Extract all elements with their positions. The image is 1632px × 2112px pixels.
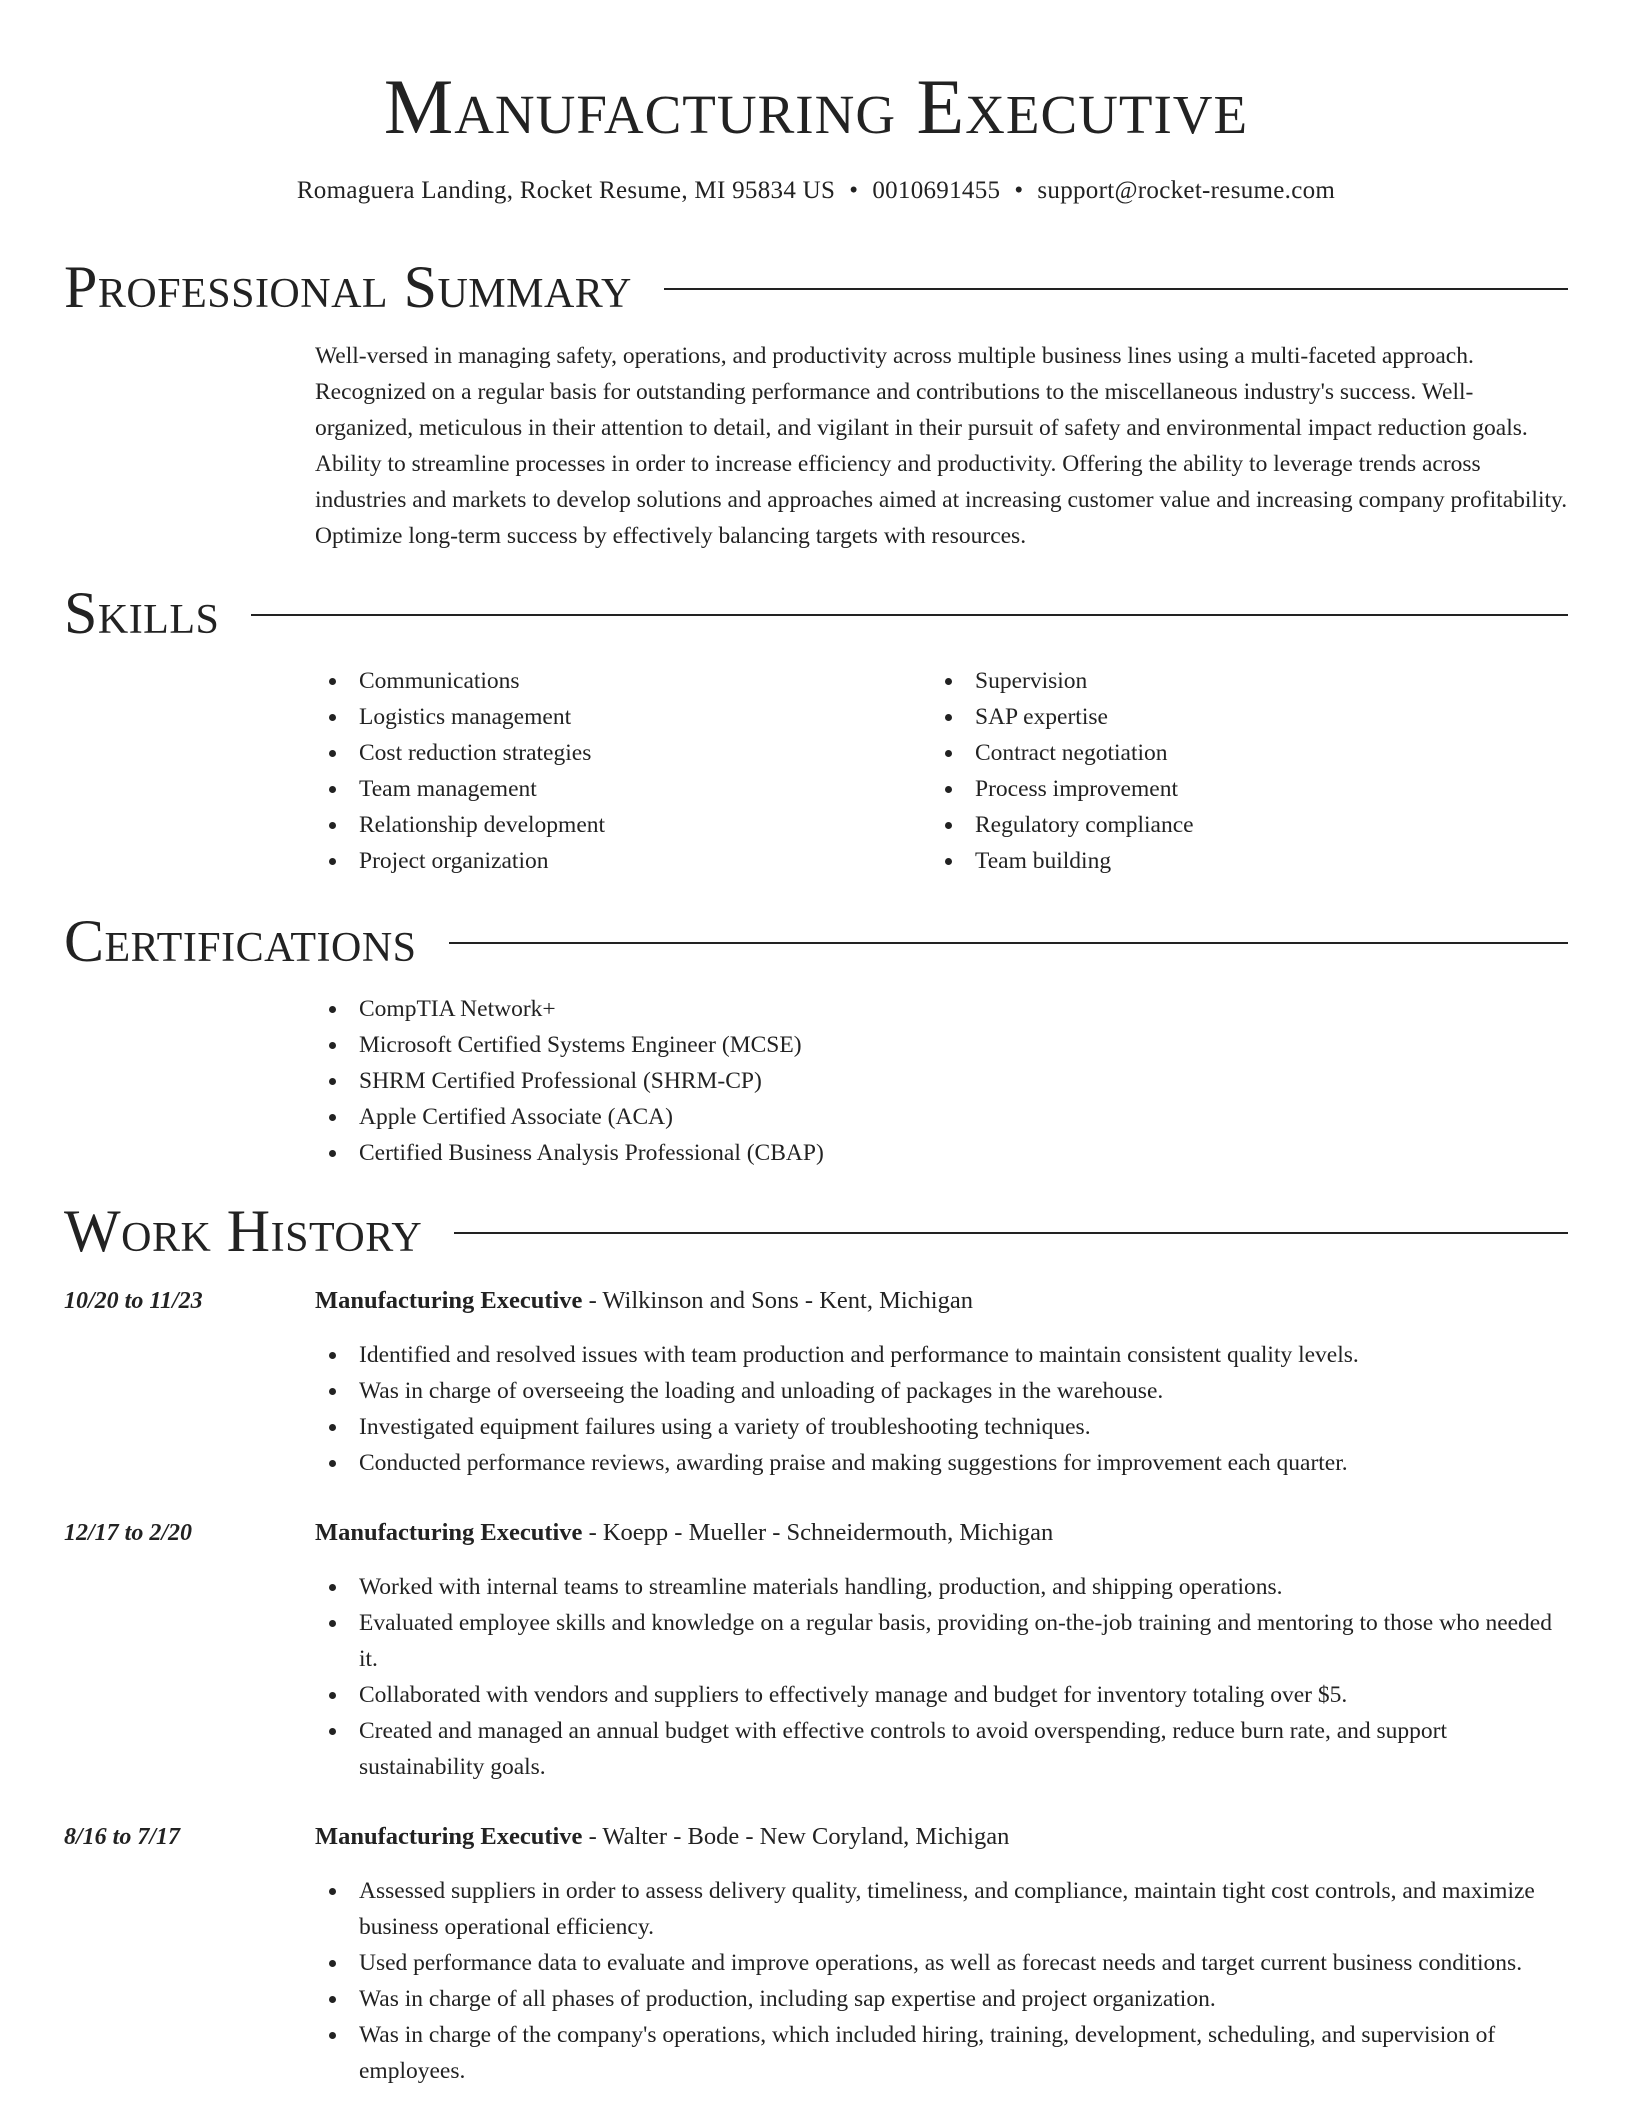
job-bullet: Investigated equipment failures using a variety of troubleshooting techniques. [315, 1409, 1571, 1445]
job-title-line [315, 1283, 973, 1319]
phone: 0010691455 [872, 177, 1001, 204]
certifications-section-header [64, 906, 1568, 976]
skill-item: Regulatory compliance [931, 807, 1531, 843]
skills-list-right [931, 663, 1531, 879]
job-title: Manufacturing Executive [315, 1823, 583, 1850]
skill-item: Supervision [931, 663, 1531, 699]
summary-text: Well-versed in managing safety, operations, and productivity across multiple business lines using a multi-faceted approach. Recognized on a regular basis for outstanding performance and contributions to the miscellaneous industry's success. Well-organized, meticulous in their attention to detail, and vigilant in their pursuit of safety and environmental impact reduction goals. Ability to streamline processes in order to increase efficiency and productivity. Offering the ability to leverage trends across industries and markets to develop solutions and approaches aimed at increasing customer value and increasing company profitability. Optimize long-term success by effectively balancing targets with resources. [315, 343, 1568, 549]
job-employer: - Wilkinson and Sons - Kent, Michigan [582, 1287, 973, 1314]
job-bullet: Was in charge of overseeing the loading and unloading of packages in the warehouse. [315, 1373, 1571, 1409]
job-bullet: Created and managed an annual budget with effective controls to avoid overspending, reduce burn rate, and support sustainability goals. [315, 1713, 1571, 1785]
certifications-heading: Certifications [64, 908, 417, 974]
job-title-line [315, 1819, 1009, 1855]
job-dates: 10/20 to 11/23 [64, 1288, 203, 1314]
contact-separator: • [849, 177, 859, 204]
certifications-list [315, 991, 1571, 1171]
skills-list-left [315, 663, 895, 879]
skill-item: Team building [931, 843, 1531, 879]
candidate-name: Manufacturing Executive [383, 63, 1249, 150]
summary-heading: Professional Summary [64, 254, 632, 320]
address: Romaguera Landing, Rocket Resume, MI 95834 US [296, 177, 836, 204]
skill-item: Process improvement [931, 771, 1531, 807]
skill-item: Logistics management [315, 699, 895, 735]
job-title-line [315, 1515, 1053, 1551]
job-title: Manufacturing Executive [315, 1287, 583, 1314]
contact-line [0, 174, 1632, 208]
job-bullet: Evaluated employee skills and knowledge on a regular basis, providing on-the-job training and mentoring to those who needed it. [315, 1605, 1571, 1677]
contact-separator: • [1014, 177, 1024, 204]
job-bullets [315, 1569, 1571, 1785]
skill-item: Project organization [315, 843, 895, 879]
skill-item: Cost reduction strategies [315, 735, 895, 771]
job-bullet: Identified and resolved issues with team production and performance to maintain consistent quality levels. [315, 1337, 1571, 1373]
email: support@rocket-resume.com [1037, 177, 1336, 204]
job-bullet: Worked with internal teams to streamline materials handling, production, and shipping operations. [315, 1569, 1571, 1605]
section-divider [251, 614, 1568, 616]
section-divider [449, 942, 1568, 944]
job-bullet: Collaborated with vendors and suppliers to effectively manage and budget for inventory totaling over $5. [315, 1677, 1571, 1713]
skills-heading: Skills [64, 580, 220, 646]
certification-item: SHRM Certified Professional (SHRM-CP) [315, 1063, 1571, 1099]
skill-item: Contract negotiation [931, 735, 1531, 771]
certification-item: Microsoft Certified Systems Engineer (MCSE) [315, 1027, 1571, 1063]
summary-section-header [64, 252, 1568, 322]
skills-section-header [64, 578, 1568, 648]
job-bullet: Used performance data to evaluate and improve operations, as well as forecast needs and target current business conditions. [315, 1945, 1571, 1981]
job-bullets [315, 1337, 1571, 1481]
job-bullets [315, 1873, 1571, 2089]
skill-item: Relationship development [315, 807, 895, 843]
job-bullet: Was in charge of all phases of production, including sap expertise and project organization. [315, 1981, 1571, 2017]
certification-item: Apple Certified Associate (ACA) [315, 1099, 1571, 1135]
skill-item: SAP expertise [931, 699, 1531, 735]
section-divider [454, 1232, 1568, 1234]
job-bullet: Was in charge of the company's operations, which included hiring, training, development, scheduling, and supervision of employees. [315, 2017, 1571, 2089]
job-bullet: Conducted performance reviews, awarding praise and making suggestions for improvement each quarter. [315, 1445, 1571, 1481]
work-history-heading: Work History [64, 1198, 423, 1264]
work-history-section-header [64, 1196, 1568, 1266]
job-dates: 12/17 to 2/20 [64, 1520, 193, 1546]
job-employer: - Walter - Bode - New Coryland, Michigan [582, 1823, 1010, 1850]
job-bullet: Assessed suppliers in order to assess delivery quality, timeliness, and compliance, maintain tight cost controls, and maximize business operational efficiency. [315, 1873, 1571, 1945]
certification-item: Certified Business Analysis Professional (CBAP) [315, 1135, 1571, 1171]
job-dates: 8/16 to 7/17 [64, 1824, 181, 1850]
job-employer: - Koepp - Mueller - Schneidermouth, Michigan [582, 1519, 1054, 1546]
certification-item: CompTIA Network+ [315, 991, 1571, 1027]
skill-item: Communications [315, 663, 895, 699]
section-divider [664, 288, 1568, 290]
job-title: Manufacturing Executive [315, 1519, 583, 1546]
skill-item: Team management [315, 771, 895, 807]
